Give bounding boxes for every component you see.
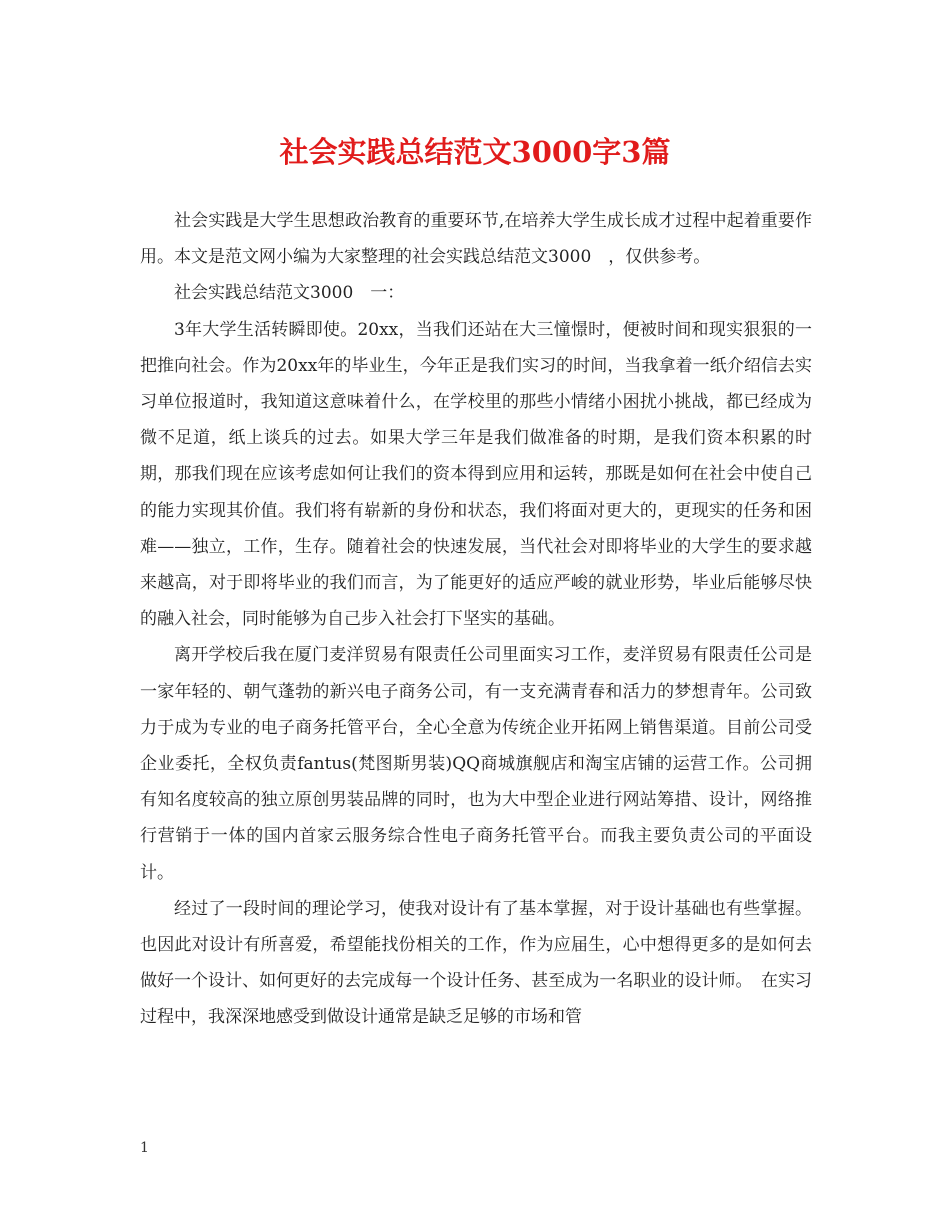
document-body bbox=[140, 203, 812, 1036]
page-number: 1 bbox=[140, 1140, 149, 1156]
paragraph-section-heading: 社会实践总结范文3000 一： bbox=[174, 283, 405, 304]
paragraph-design-study: 经过了一段时间的理论学习，使我对设计有了基本掌握，对于设计基础也有些掌握。也因此对设计有所喜爱，希望能找份相关的工作，作为应届生，心中想得更多的是如何去做好一个设计、如何更好的去完成每一个设计任务、甚至成为一名职业的设计师。 在实习过程中，我深深地感受到做设计通常是缺乏足够的市场和管 bbox=[140, 898, 812, 1028]
paragraph-company: 离开学校后我在厦门麦洋贸易有限责任公司里面实习工作，麦洋贸易有限责任公司是一家年轻的、朝气蓬勃的新兴电子商务公司，有一支充满青春和活力的梦想青年。公司致力于成为专业的电子商务托管平台，全心全意为传统企业开拓网上销售渠道。目前公司受企业委托，全权负责fantus(梵图斯男装)QQ商城旗舰店和淘宝店铺的运营工作。公司拥有知名度较高的独立原创男装品牌的同时，也为大中型企业进行网站筹措、设计，网络推行营销于一体的国内首家云服务综合性电子商务托管平台。而我主要负责公司的平面设计。 bbox=[140, 645, 812, 883]
document-title: 社会实践总结范文3000字3篇 bbox=[279, 135, 671, 169]
paragraph-intro: 社会实践是大学生思想政治教育的重要环节,在培养大学生成长成才过程中起着重要作用。本文是范文网小编为大家整理的社会实践总结范文3000 ，仅供参考。 bbox=[140, 211, 812, 268]
paragraph-graduation: 3年大学生活转瞬即使。20xx，当我们还站在大三憧憬时，便被时间和现实狠狠的一把推向社会。作为20xx年的毕业生，今年正是我们实习的时间，当我拿着一纸介绍信去实习单位报道时，我知道这意味着什么，在学校里的那些小情绪小困扰小挑战，都已经成为微不足道，纸上谈兵的过去。如果大学三年是我们做准备的时期，是我们资本积累的时期，那我们现在应该考虑如何让我们的资本得到应用和运转，那既是如何在社会中使自己的能力实现其价值。我们将有崭新的身份和状态，我们将面对更大的，更现实的任务和困难——独立，工作，生存。随着社会的快速发展，当代社会对即将毕业的大学生的要求越来越高，对于即将毕业的我们而言，为了能更好的适应严峻的就业形势，毕业后能够尽快的融入社会，同时能够为自己步入社会打下坚实的基础。 bbox=[140, 319, 812, 630]
